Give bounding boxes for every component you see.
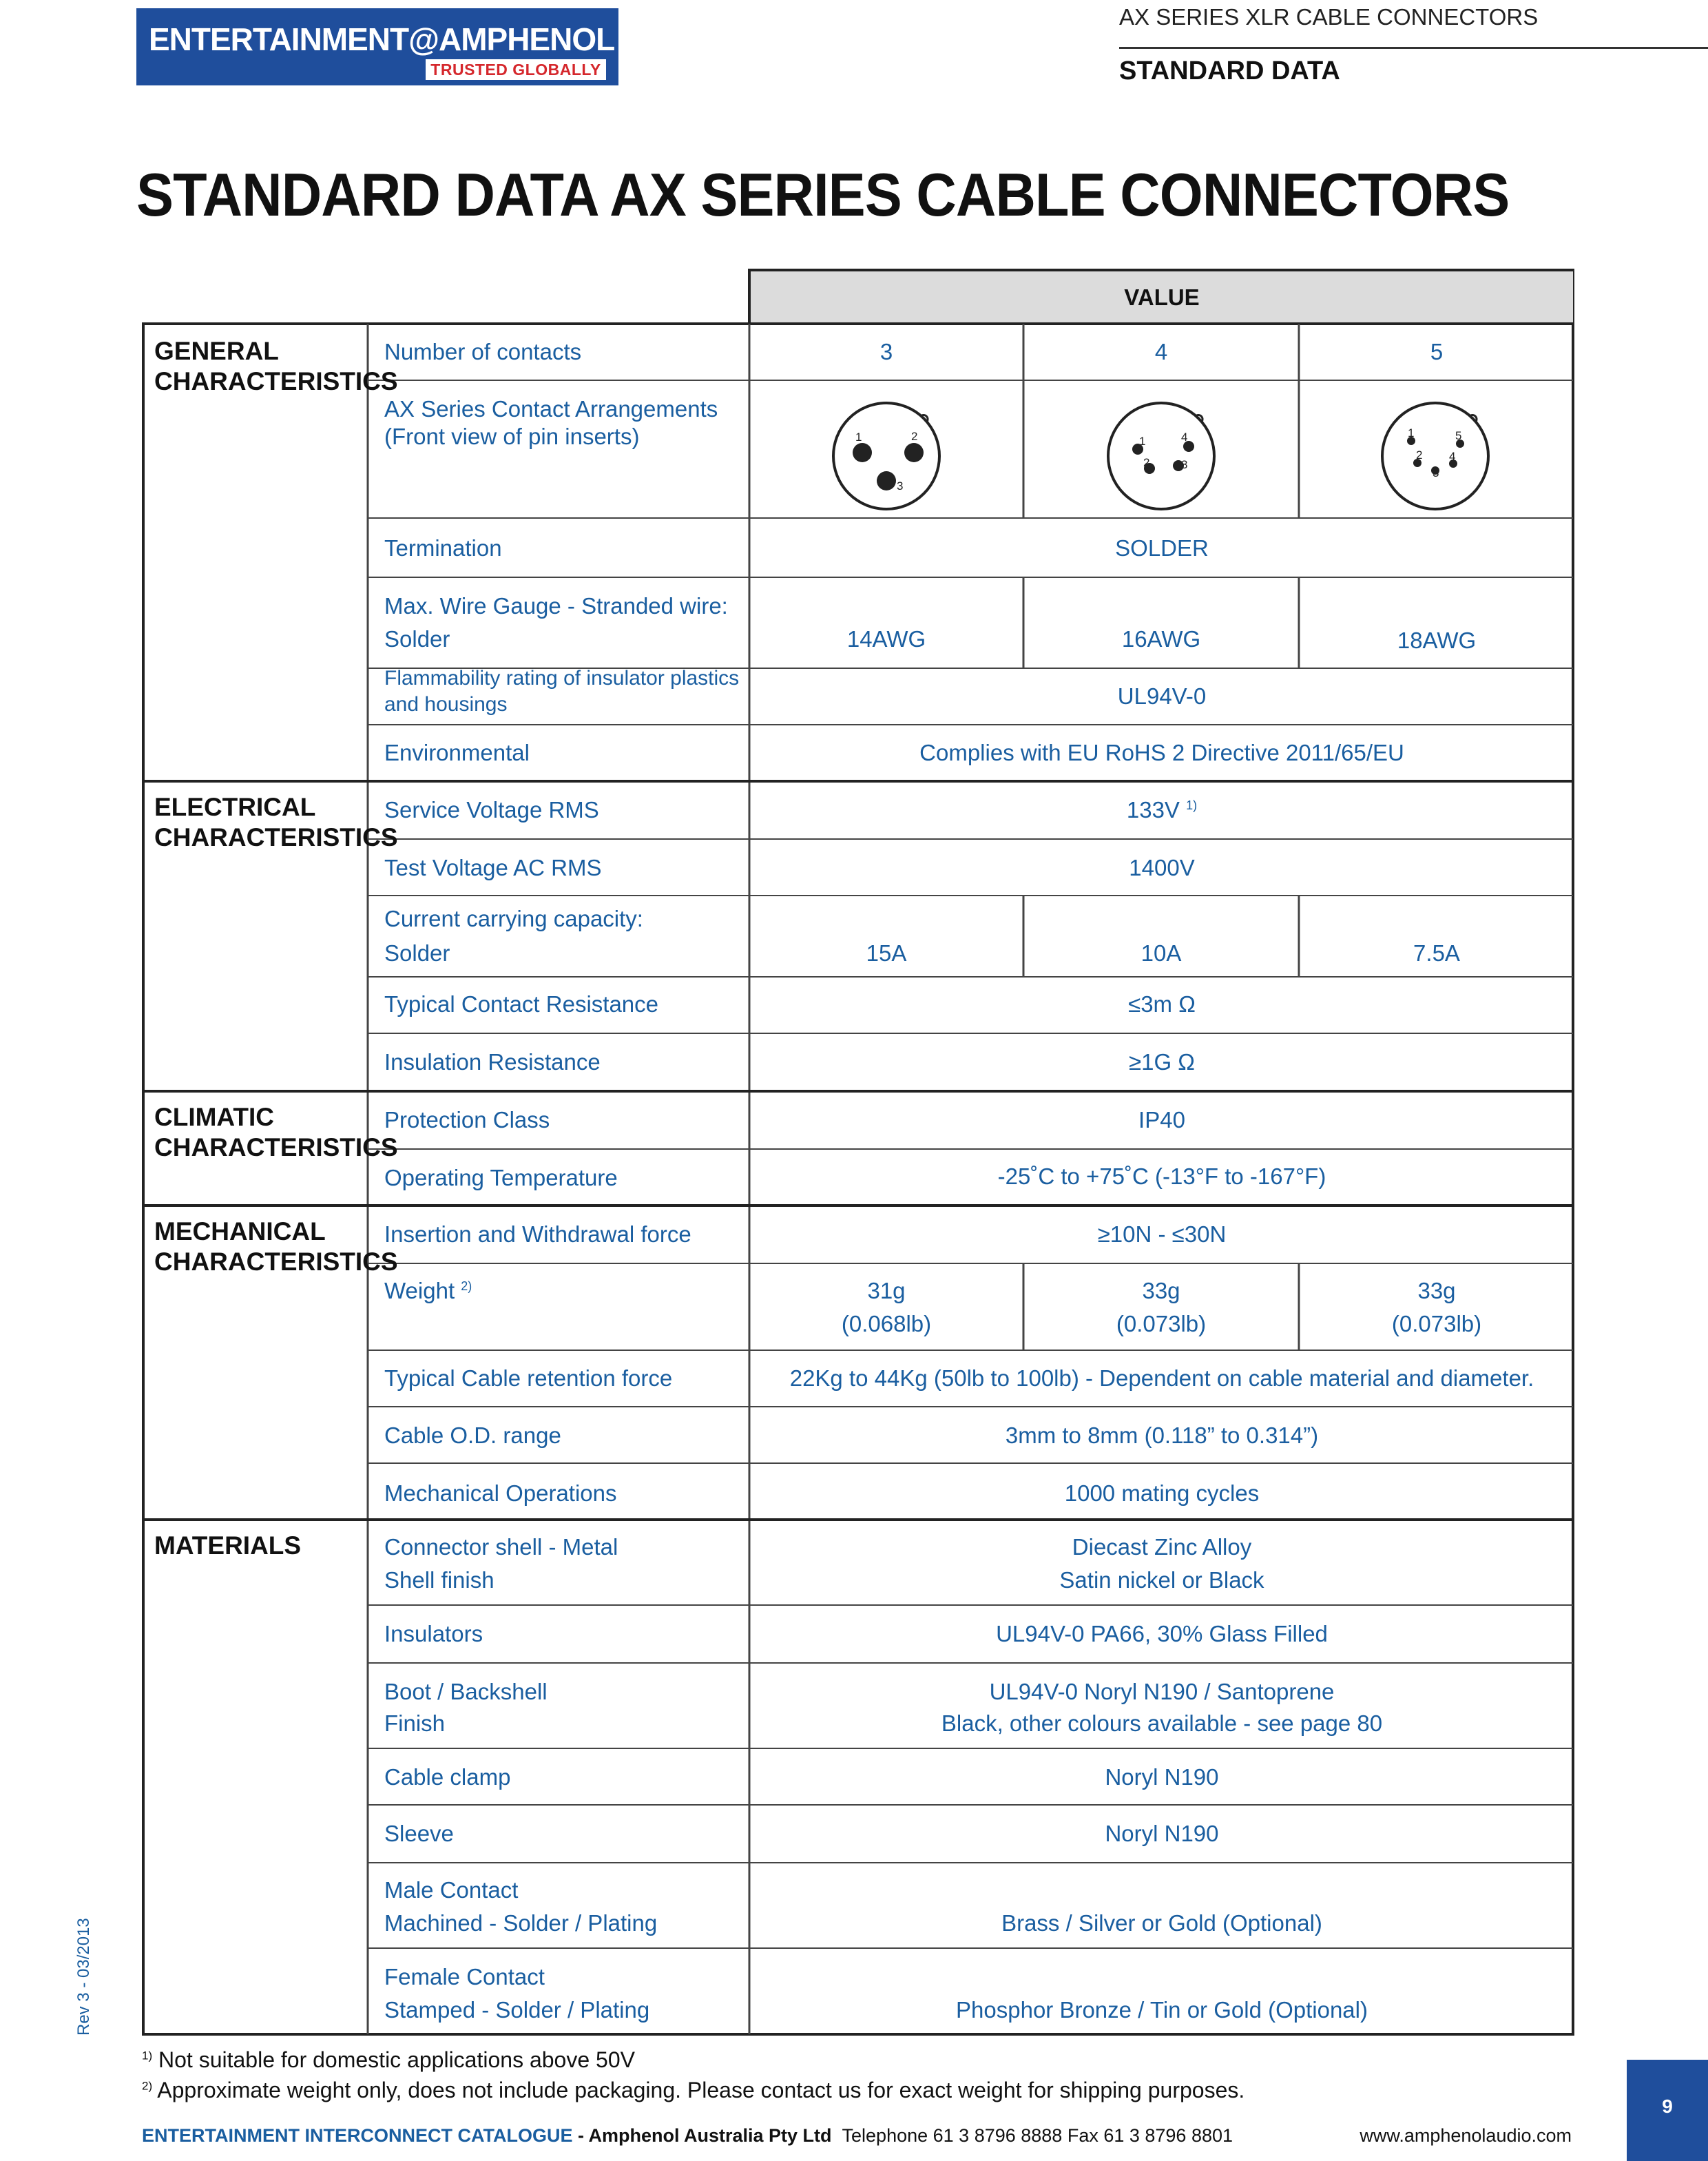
value-contacts-3: 3 xyxy=(879,339,893,364)
value-environmental: Complies with EU RoHS 2 Directive 2011/65/EU xyxy=(919,740,1404,765)
param-shell-finish: Shell finish xyxy=(384,1567,494,1593)
value-temperature: -25˚C to +75˚C (-13°F to -167°F) xyxy=(997,1164,1326,1189)
value-clamp: Noryl N190 xyxy=(1105,1764,1219,1790)
param-insulators: Insulators xyxy=(384,1621,483,1646)
value-shell-finish: Satin nickel or Black xyxy=(1059,1567,1264,1593)
value-weight-3-g: 31g xyxy=(867,1278,906,1303)
value-current-3: 15A xyxy=(866,940,907,966)
pin-label: 2 xyxy=(911,430,918,443)
value-termination: SOLDER xyxy=(1115,535,1209,561)
param-test-voltage: Test Voltage AC RMS xyxy=(384,855,602,880)
param-cable-od: Cable O.D. range xyxy=(384,1423,561,1448)
value-shell: Diecast Zinc Alloy xyxy=(1072,1534,1252,1560)
pin-insert-5-icon xyxy=(1382,403,1488,509)
param-shell: Connector shell - Metal xyxy=(384,1534,618,1560)
pin-label: 4 xyxy=(1449,450,1456,463)
pin-label: 2 xyxy=(1416,448,1423,462)
value-boot: UL94V-0 Noryl N190 / Santoprene xyxy=(989,1679,1335,1704)
value-cable-od: 3mm to 8mm (0.118” to 0.314”) xyxy=(1005,1423,1319,1448)
param-boot-finish: Finish xyxy=(384,1710,446,1736)
value-protection: IP40 xyxy=(1138,1107,1185,1133)
param-insertion: Insertion and Withdrawal force xyxy=(384,1221,691,1247)
param-termination: Termination xyxy=(384,535,502,561)
value-wire-gauge-5: 18AWG xyxy=(1397,628,1477,653)
pin-label: 1 xyxy=(1139,435,1146,448)
param-retention: Typical Cable retention force xyxy=(384,1365,673,1391)
value-wire-gauge-3: 14AWG xyxy=(846,626,926,652)
param-sleeve: Sleeve xyxy=(384,1821,454,1846)
header-divider xyxy=(1119,47,1708,49)
param-environmental: Environmental xyxy=(384,740,530,765)
value-wire-gauge-4: 16AWG xyxy=(1121,626,1201,652)
param-female-2: Stamped - Solder / Plating xyxy=(384,1997,650,2023)
value-female: Phosphor Bronze / Tin or Gold (Optional) xyxy=(956,1997,1368,2023)
category-materials: MATERIALS xyxy=(154,1531,302,1560)
header-series: AX SERIES XLR CABLE CONNECTORS xyxy=(1119,4,1539,30)
header-section: STANDARD DATA xyxy=(1119,56,1340,85)
param-operations: Mechanical Operations xyxy=(384,1480,617,1506)
value-flammability: UL94V-0 xyxy=(1117,683,1207,709)
value-boot-finish: Black, other colours available - see page 80 xyxy=(941,1710,1383,1736)
pin-insert-3-icon xyxy=(833,403,939,509)
param-wire-gauge: Max. Wire Gauge - Stranded wire: xyxy=(384,593,728,619)
standard-data-table xyxy=(142,269,1574,2036)
param-wire-gauge-solder: Solder xyxy=(384,626,450,652)
pin-label: 2 xyxy=(1143,456,1150,469)
logo-text: ENTERTAINMENT@AMPHENOL xyxy=(149,21,615,57)
value-weight-3-lb: (0.068lb) xyxy=(841,1311,932,1336)
footer-company: Amphenol Australia Pty Ltd xyxy=(588,2125,832,2146)
pin-label: 1 xyxy=(1408,426,1415,440)
value-weight-4-g: 33g xyxy=(1142,1278,1180,1303)
param-contacts: Number of contacts xyxy=(384,339,582,364)
param-insulation-resistance: Insulation Resistance xyxy=(384,1049,601,1075)
pin-label: 3 xyxy=(897,479,904,493)
param-current: Current carrying capacity: xyxy=(384,906,643,931)
pin-insert-4-icon xyxy=(1108,403,1214,509)
param-protection: Protection Class xyxy=(384,1107,550,1133)
value-operations: 1000 mating cycles xyxy=(1064,1480,1260,1506)
footer-website[interactable]: www.amphenolaudio.com xyxy=(1360,2125,1572,2146)
footnote-2: $^{2)}$ Approximate weight only, does not include packaging. Please contact us for exact weight for shipping purposes. xyxy=(142,2078,1245,2102)
pin-label: 5 xyxy=(1455,429,1462,442)
category-general: GENERAL CHARACTERISTICS xyxy=(154,337,398,395)
pin-label: 3 xyxy=(1181,458,1188,471)
pin-label: 1 xyxy=(855,431,862,444)
param-temperature: Operating Temperature xyxy=(384,1165,618,1190)
footer: ENTERTAINMENT INTERCONNECT CATALOGUE - Amphenol Australia Pty Ltd Telephone 61 3 8796 8888 Fax 61 3 8796 8801 xyxy=(142,2125,1233,2146)
pin-label: 3 xyxy=(1433,466,1439,479)
param-female: Female Contact xyxy=(384,1964,545,1989)
amphenol-logo xyxy=(136,8,618,85)
param-service-voltage: Service Voltage RMS xyxy=(384,797,599,823)
param-arrangements-note: (Front view of pin inserts) xyxy=(384,424,640,449)
param-male-2: Machined - Solder / Plating xyxy=(384,1910,658,1936)
value-male: Brass / Silver or Gold (Optional) xyxy=(1001,1910,1322,1936)
category-climatic: CLIMATIC CHARACTERISTICS xyxy=(154,1103,398,1161)
value-contacts-5: 5 xyxy=(1430,339,1444,364)
value-insulators: UL94V-0 PA66, 30% Glass Filled xyxy=(996,1621,1328,1646)
pin-label: 4 xyxy=(1181,431,1188,444)
param-male: Male Contact xyxy=(384,1877,519,1903)
value-weight-5-lb: (0.073lb) xyxy=(1391,1311,1482,1336)
param-clamp: Cable clamp xyxy=(384,1764,511,1790)
value-weight-5-g: 33g xyxy=(1417,1278,1456,1303)
logo-tagline: TRUSTED GLOBALLY xyxy=(426,59,606,80)
footer-catalogue: ENTERTAINMENT INTERCONNECT CATALOGUE xyxy=(142,2125,573,2146)
footnote-ref: 1) xyxy=(1186,798,1198,812)
category-electrical: ELECTRICAL CHARACTERISTICS xyxy=(154,793,398,851)
param-weight: Weight $^{2)}$ xyxy=(384,1278,472,1303)
page-number: 9 xyxy=(1662,2096,1673,2117)
value-insulation-resistance: ≥1G Ω xyxy=(1129,1049,1195,1075)
value-current-5: 7.5A xyxy=(1413,940,1460,966)
footnote-ref: 2) xyxy=(461,1279,472,1293)
footer-contact: Telephone 61 3 8796 8888 Fax 61 3 8796 8801 xyxy=(842,2125,1233,2146)
value-header: VALUE xyxy=(1124,285,1200,310)
value-test-voltage: 1400V xyxy=(1129,855,1195,880)
revision-label: Rev 3 - 03/2013 xyxy=(74,1918,93,2036)
value-sleeve: Noryl N190 xyxy=(1105,1821,1219,1846)
value-current-4: 10A xyxy=(1141,940,1182,966)
param-current-solder: Solder xyxy=(384,940,450,966)
param-flammability: Flammability rating of insulator plastics xyxy=(384,667,740,690)
value-weight-4-lb: (0.073lb) xyxy=(1116,1311,1207,1336)
value-retention: 22Kg to 44Kg (50lb to 100lb) - Dependent on cable material and diameter. xyxy=(789,1365,1534,1391)
value-service-voltage: 133V $^{1)}$ xyxy=(1126,797,1198,823)
category-mechanical: MECHANICAL CHARACTERISTICS xyxy=(154,1217,398,1276)
footnote-1: $^{1)}$ Not suitable for domestic applications above 50V xyxy=(142,2047,635,2072)
value-contacts-4: 4 xyxy=(1154,339,1168,364)
page-title: STANDARD DATA AX SERIES CABLE CONNECTORS xyxy=(136,161,1510,229)
value-contact-resistance: ≤3m Ω xyxy=(1128,991,1196,1017)
param-arrangements: AX Series Contact Arrangements xyxy=(384,396,718,422)
param-boot: Boot / Backshell xyxy=(384,1679,548,1704)
value-insertion: ≥10N - ≤30N xyxy=(1097,1221,1227,1247)
param-flammability-2: and housings xyxy=(384,693,508,716)
page-number-box xyxy=(1627,2060,1708,2161)
param-contact-resistance: Typical Contact Resistance xyxy=(384,991,659,1017)
